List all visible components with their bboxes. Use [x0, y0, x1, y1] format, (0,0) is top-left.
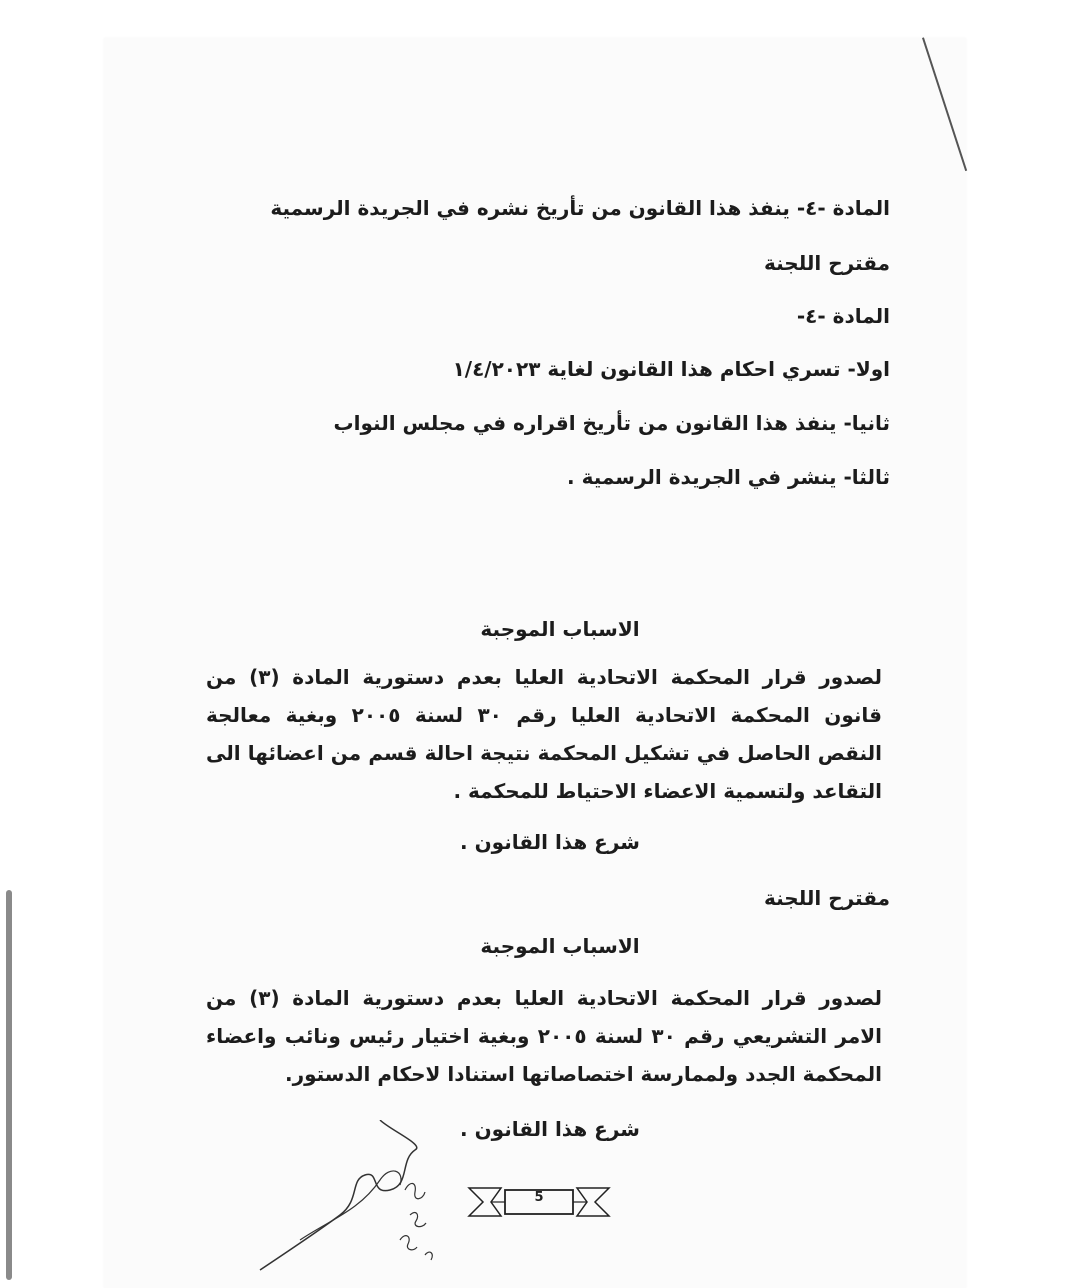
scrollbar[interactable] [6, 890, 12, 1280]
page-number: 5 [534, 1190, 544, 1205]
clause-second: ثانيا- ينفذ هذا القانون من تأريخ اقراره في مجلس النواب [333, 411, 890, 435]
reasons-paragraph: لصدور قرار المحكمة الاتحادية العليا بعدم دستورية المادة (٣) من قانون المحكمة الاتحادية العليا رقم ٣٠ لسنة ٢٠٠٥ وبغية معالجة النقص الحاصل في تشكيل المحكمة نتيجة احالة قسم من اعضائها الى التقاعد ولتسمية الاعضاء الاحتياط للمحكمة . [206, 665, 882, 803]
article4-original: المادة -٤- ينفذ هذا القانون من تأريخ نشره في الجريدة الرسمية [270, 196, 890, 220]
reasons-heading: الاسباب الموجبة [480, 617, 640, 641]
article4-heading: المادة -٤- [796, 304, 890, 328]
legislated-note-2: شرع هذا القانون . [460, 1117, 640, 1141]
handwritten-signature [240, 1120, 460, 1280]
legislated-note: شرع هذا القانون . [460, 830, 640, 854]
committee-proposal-heading: مقترح اللجنة [764, 251, 890, 275]
clause-first: اولا- تسري احكام هذا القانون لغاية ١/٤/٢٠٢٣ [452, 357, 890, 381]
reasons-heading-2: الاسباب الموجبة [480, 934, 640, 958]
clause-third: ثالثا- ينشر في الجريدة الرسمية . [567, 465, 890, 489]
committee-proposal-heading-2: مقترح اللجنة [764, 886, 890, 910]
reasons-paragraph-2: لصدور قرار المحكمة الاتحادية العليا بعدم دستورية المادة (٣) من الامر التشريعي رقم ٣٠ لسنة ٢٠٠٥ وبغية اختيار رئيس ونائب واعضاء المحكمة الجدد ولممارسة اختصاصاتها استنادا لاحكام الدستور. [206, 986, 882, 1086]
